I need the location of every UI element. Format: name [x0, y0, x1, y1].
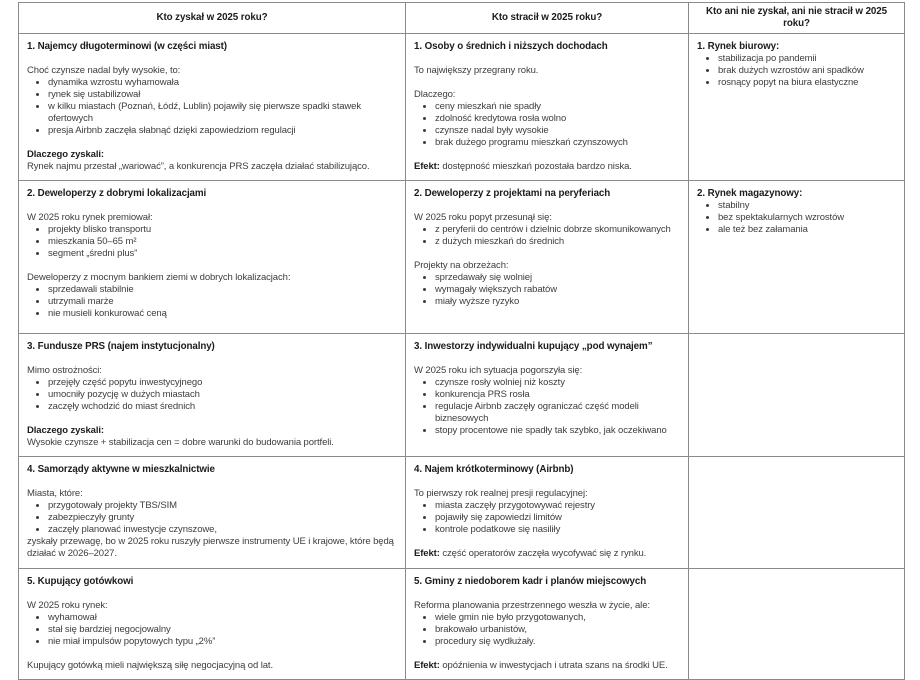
cell-paragraph: W 2025 roku popyt przesunął się:: [414, 212, 552, 223]
effect-label: Efekt:: [414, 548, 440, 559]
bullet-item: • stabilny: [718, 200, 894, 212]
bullet-list: [414, 500, 678, 536]
bullet-item: • pojawiły się zapowiedzi limitów: [435, 512, 678, 524]
cell-title: 2. Rynek magazynowy:: [697, 188, 803, 199]
bullet-list: [697, 53, 894, 89]
effect-text: część operatorów zaczęła wycofywać się z rynku.: [439, 548, 647, 559]
cell-paragraph: Miasta, które:: [27, 488, 83, 499]
bullet-list: [414, 272, 678, 308]
effect-line: [414, 660, 678, 672]
bullet-item: • zaczęły wchodzić do miast średnich: [48, 401, 395, 413]
bullet-item: • miały wyższe ryzyko: [435, 296, 678, 308]
table-cell: [406, 181, 689, 334]
effect-line: [414, 161, 678, 173]
bullet-item: • czynsze nadal były wysokie: [435, 125, 678, 137]
cell-title: 5. Kupujący gotówkowi: [27, 576, 134, 587]
cell-paragraph: To pierwszy rok realnej presji regulacyjnej:: [414, 488, 588, 499]
bullet-item: • brak dużych wzrostów ani spadków: [718, 65, 894, 77]
bullet-list: [414, 612, 678, 648]
bullet-list: [27, 500, 395, 536]
cell-paragraph: Kupujący gotówką mieli największą siłę negocjacyjną od lat.: [27, 660, 273, 671]
bullet-item: • rynek się ustabilizował: [48, 89, 395, 101]
cell-paragraph: Deweloperzy z mocnym bankiem ziemi w dobrych lokalizacjach:: [27, 272, 291, 283]
bullet-item: • presja Airbnb zaczęła słabnąć dzięki zapowiedziom regulacji: [48, 125, 395, 137]
bullet-item: • zdolność kredytowa rosła wolno: [435, 113, 678, 125]
bullet-item: • bez spektakularnych wzrostów: [718, 212, 894, 224]
bullet-item: • zaczęły planować inwestycje czynszowe,: [48, 524, 395, 536]
bullet-item: • z dużych mieszkań do średnich: [435, 236, 678, 248]
bullet-item: • przejęły część popytu inwestycyjnego: [48, 377, 395, 389]
effect-text: opóźnienia w inwestycjach i utrata szans na środki UE.: [439, 660, 668, 671]
cell-title: 3. Fundusze PRS (najem instytucjonalny): [27, 341, 215, 352]
bullet-list: [27, 612, 395, 648]
cell-title: 1. Najemcy długoterminowi (w części miast): [27, 41, 227, 52]
table-cell: [689, 334, 905, 457]
bullet-item: • zabezpieczyły grunty: [48, 512, 395, 524]
table-row: [19, 34, 905, 181]
cell-paragraph: To największy przegrany roku.: [414, 65, 539, 76]
bold-label: Dlaczego zyskali:: [27, 425, 104, 436]
bullet-item: • stał się bardziej negocjowalny: [48, 624, 395, 636]
bullet-item: • sprzedawały się wolniej: [435, 272, 678, 284]
bullet-item: • wyhamował: [48, 612, 395, 624]
cell-paragraph: Rynek najmu przestał „wariować”, a konkurencja PRS zaczęła działać stabilizująco.: [27, 161, 370, 172]
table-row: [19, 457, 905, 569]
bullet-list: [27, 224, 395, 260]
bullet-list: [414, 101, 678, 149]
bullet-item: • kontrole podatkowe się nasiliły: [435, 524, 678, 536]
bullet-item: • wymagały większych rabatów: [435, 284, 678, 296]
bullet-list: [697, 200, 894, 236]
comparison-table: [18, 2, 905, 680]
cell-title: 1. Osoby o średnich i niższych dochodach: [414, 41, 608, 52]
cell-title: 2. Deweloperzy z projektami na peryferiach: [414, 188, 611, 199]
table-row: [19, 334, 905, 457]
table-row: [19, 569, 905, 680]
bullet-item: • nie musieli konkurować ceną: [48, 308, 395, 320]
bullet-item: • stabilizacja po pandemii: [718, 53, 894, 65]
column-header: Kto ani nie zyskał, ani nie stracił w 2025 roku?: [689, 3, 905, 34]
bullet-item: • brak dużego programu mieszkań czynszowych: [435, 137, 678, 149]
table-cell: [406, 34, 689, 181]
table-cell: [19, 457, 406, 569]
cell-paragraph: W 2025 roku rynek premiował:: [27, 212, 153, 223]
table-cell: [19, 34, 406, 181]
bullet-item: • ceny mieszkań nie spadły: [435, 101, 678, 113]
bullet-item: • wiele gmin nie było przygotowanych,: [435, 612, 678, 624]
cell-title: 2. Deweloperzy z dobrymi lokalizacjami: [27, 188, 207, 199]
table-cell: [406, 569, 689, 680]
bullet-item: • przygotowały projekty TBS/SIM: [48, 500, 395, 512]
table-row: [19, 181, 905, 334]
bullet-item: • z peryferii do centrów i dzielnic dobrze skomunikowanych: [435, 224, 678, 236]
cell-title: 4. Najem krótkoterminowy (Airbnb): [414, 464, 574, 475]
bullet-item: • konkurencja PRS rosła: [435, 389, 678, 401]
table-cell: [689, 569, 905, 680]
bullet-item: • segment „średni plus”: [48, 248, 395, 260]
bullet-list: [27, 284, 395, 320]
bullet-item: • w kilku miastach (Poznań, Łódź, Lublin) pojawiły się pierwsze spadki stawek ofertowych: [48, 101, 395, 125]
table-cell: [19, 181, 406, 334]
bullet-item: • czynsze rosły wolniej niż koszty: [435, 377, 678, 389]
cell-paragraph: Projekty na obrzeżach:: [414, 260, 509, 271]
cell-paragraph: Wysokie czynsze + stabilizacja cen = dobre warunki do budowania portfeli.: [27, 437, 334, 448]
bullet-list: [414, 224, 678, 248]
bullet-list: [414, 377, 678, 437]
table-cell: [689, 457, 905, 569]
bullet-list: [27, 377, 395, 413]
bullet-item: • regulacje Airbnb zaczęły ograniczać część modeli biznesowych: [435, 401, 678, 425]
cell-paragraph: Reforma planowania przestrzennego weszła w życie, ale:: [414, 600, 650, 611]
table-cell: [406, 334, 689, 457]
table-cell: [689, 181, 905, 334]
table-cell: [689, 34, 905, 181]
bullet-item: • umocniły pozycję w dużych miastach: [48, 389, 395, 401]
bullet-item: • rosnący popyt na biura elastyczne: [718, 77, 894, 89]
effect-label: Efekt:: [414, 161, 440, 172]
bullet-item: • projekty blisko transportu: [48, 224, 395, 236]
bullet-item: • sprzedawali stabilnie: [48, 284, 395, 296]
cell-paragraph: zyskały przewagę, bo w 2025 roku ruszyły pierwsze instrumenty UE i krajowe, które będą działać w 2026–2027.: [27, 536, 394, 559]
bold-label: Dlaczego zyskali:: [27, 149, 104, 160]
bullet-item: • utrzymali marże: [48, 296, 395, 308]
bullet-list: [27, 77, 395, 137]
cell-paragraph: W 2025 roku rynek:: [27, 600, 108, 611]
table-cell: [19, 334, 406, 457]
bullet-item: • stopy procentowe nie spadły tak szybko, jak oczekiwano: [435, 425, 678, 437]
cell-title: 5. Gminy z niedoborem kadr i planów miejscowych: [414, 576, 647, 587]
cell-title: 1. Rynek biurowy:: [697, 41, 780, 52]
cell-title: 3. Inwestorzy indywidualni kupujący „pod wynajem”: [414, 341, 653, 352]
bullet-item: • dynamika wzrostu wyhamowała: [48, 77, 395, 89]
cell-title: 4. Samorządy aktywne w mieszkalnictwie: [27, 464, 215, 475]
cell-paragraph: Dlaczego:: [414, 89, 456, 100]
cell-paragraph: Choć czynsze nadal były wysokie, to:: [27, 65, 181, 76]
cell-paragraph: Mimo ostrożności:: [27, 365, 102, 376]
effect-text: dostępność mieszkań pozostała bardzo niska.: [439, 161, 632, 172]
bullet-item: • ale też bez załamania: [718, 224, 894, 236]
bullet-item: • mieszkania 50–65 m²: [48, 236, 395, 248]
column-header: Kto stracił w 2025 roku?: [406, 3, 689, 34]
effect-line: [414, 548, 678, 560]
table-cell: [406, 457, 689, 569]
bullet-item: • brakowało urbanistów,: [435, 624, 678, 636]
page: [0, 2, 920, 671]
header-row: [19, 3, 905, 34]
cell-paragraph: W 2025 roku ich sytuacja pogorszyła się:: [414, 365, 583, 376]
effect-label: Efekt:: [414, 660, 440, 671]
bullet-item: • procedury się wydłużały.: [435, 636, 678, 648]
table-cell: [19, 569, 406, 680]
column-header: Kto zyskał w 2025 roku?: [19, 3, 406, 34]
bullet-item: • miasta zaczęły przygotowywać rejestry: [435, 500, 678, 512]
bullet-item: • nie miał impulsów popytowych typu „2%”: [48, 636, 395, 648]
